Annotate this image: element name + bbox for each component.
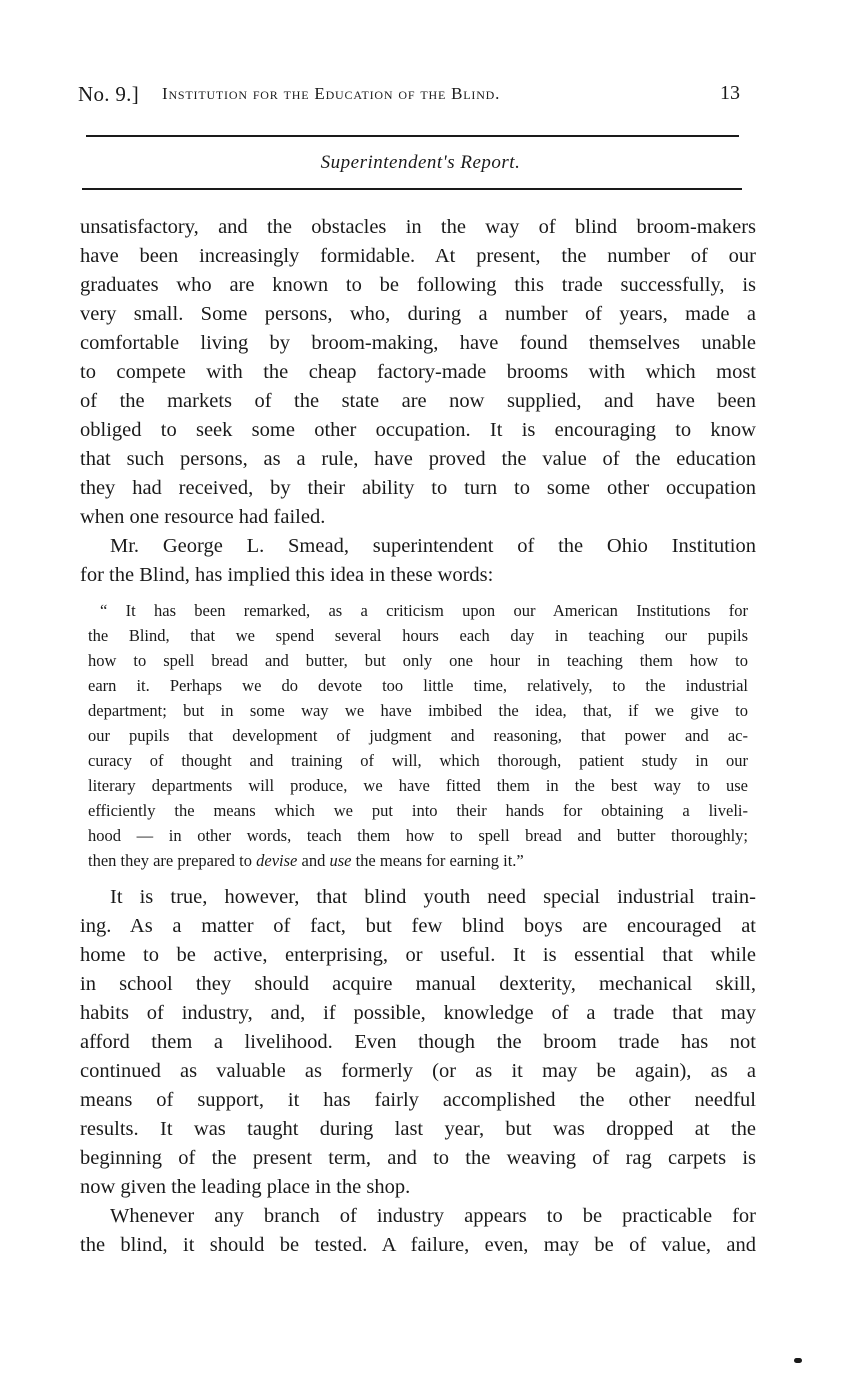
quote-line: curacy of thought and training of will, which thorough, patient study in our — [88, 751, 748, 770]
text-line: the blind, it should be tested. A failure, even, may be of value, and — [80, 1234, 756, 1256]
text-line: continued as valuable as formerly (or as it may be again), as a — [80, 1060, 756, 1082]
text-line: Whenever any branch of industry appears to be practicable for — [110, 1205, 756, 1227]
emphasis-use: use — [329, 851, 352, 870]
body-text — [80, 213, 756, 1260]
quote-text: then they are prepared to — [88, 851, 257, 870]
text-line: that such persons, as a rule, have proved the value of the education — [80, 448, 756, 470]
text-line: graduates who are known to be following this trade successfully, is — [80, 274, 756, 296]
paragraph-2 — [80, 532, 756, 590]
text-line: afford them a livelihood. Even though the broom trade has not — [80, 1031, 756, 1053]
quote-line: literary departments will produce, we have fitted them in the best way to use — [88, 776, 748, 795]
text-line: very small. Some persons, who, during a number of years, made a — [80, 303, 756, 325]
section-subheading: Superintendent's Report. — [320, 152, 521, 173]
text-line: obliged to seek some other occupation. It is encouraging to know — [80, 419, 756, 441]
text-line: they had received, by their ability to turn to some other occupation — [80, 477, 756, 499]
quote-line: “ It has been remarked, as a criticism upon our American Institutions for — [100, 601, 748, 620]
paragraph-4 — [80, 1202, 756, 1260]
quote-line: earn it. Perhaps we do devote too little time, relatively, to the industrial — [88, 676, 748, 695]
quote-line: department; but in some way we have imbibed the idea, that, if we give to — [88, 701, 748, 720]
text-line: to compete with the cheap factory-made brooms with which most — [80, 361, 756, 383]
quote-text: and — [297, 851, 330, 870]
running-header — [78, 82, 742, 112]
quote-line: the Blind, that we spend several hours each day in teaching our pupils — [88, 626, 748, 645]
text-line: for the Blind, has implied this idea in these words: — [80, 564, 494, 586]
text-line: comfortable living by broom-making, have found themselves unable — [80, 332, 756, 354]
text-line: have been increasingly formidable. At present, the number of our — [80, 245, 756, 267]
paragraph-3 — [80, 883, 756, 1202]
top-rule — [86, 135, 739, 137]
quote-line: how to spell bread and butter, but only one hour in teaching them how to — [88, 651, 748, 670]
text-line: unsatisfactory, and the obstacles in the way of blind broom-makers — [80, 216, 756, 238]
text-line: ing. As a matter of fact, but few blind boys are encouraged at — [80, 915, 756, 937]
text-line: It is true, however, that blind youth need special industrial train- — [110, 886, 756, 908]
text-line: habits of industry, and, if possible, knowledge of a trade that may — [80, 1002, 756, 1024]
paragraph-1 — [80, 213, 756, 532]
document-number: No. 9.] — [78, 82, 140, 106]
quote-line-final — [88, 848, 748, 873]
ink-speck — [794, 1358, 802, 1363]
quote-line: our pupils that development of judgment and reasoning, that power and ac- — [88, 726, 748, 745]
text-line: results. It was taught during last year, but was dropped at the — [80, 1118, 756, 1140]
block-quote — [88, 598, 748, 873]
running-title: Institution for the Education of the Blind. — [162, 84, 501, 103]
quote-text: the means for earning it.” — [351, 851, 524, 870]
text-line: now given the leading place in the shop. — [80, 1176, 411, 1198]
text-line: beginning of the present term, and to the weaving of rag carpets is — [80, 1147, 756, 1169]
bottom-rule — [82, 188, 742, 190]
emphasis-devise: devise — [256, 851, 298, 870]
page-number: 13 — [720, 82, 740, 104]
quote-line: hood — in other words, teach them how to spell bread and butter thoroughly; — [88, 826, 748, 845]
quote-line: efficiently the means which we put into their hands for obtaining a liveli- — [88, 801, 748, 820]
text-line: means of support, it has fairly accomplished the other needful — [80, 1089, 756, 1111]
text-line: Mr. George L. Smead, superintendent of the Ohio Institution — [110, 535, 756, 557]
text-line: of the markets of the state are now supplied, and have been — [80, 390, 756, 412]
text-line: in school they should acquire manual dexterity, mechanical skill, — [80, 973, 756, 995]
text-line: home to be active, enterprising, or useful. It is essential that while — [80, 944, 756, 966]
text-line: when one resource had failed. — [80, 506, 326, 528]
